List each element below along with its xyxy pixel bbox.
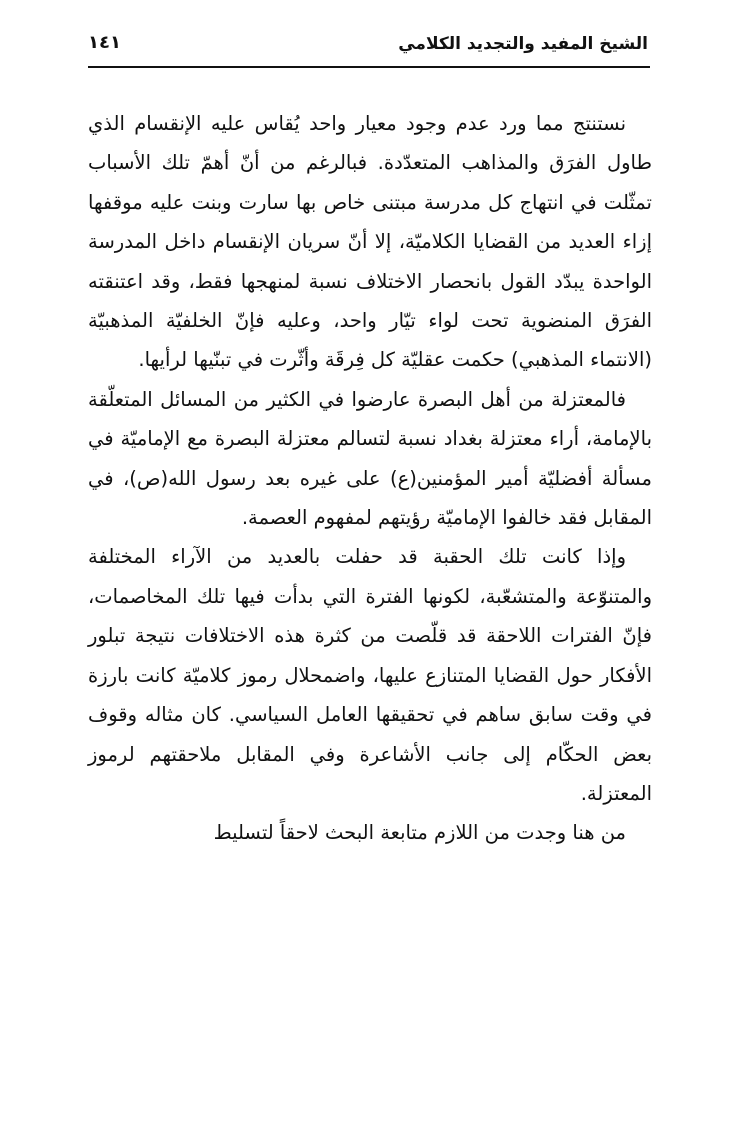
paragraph-2: فالمعتزلة من أهل البصرة عارضوا في الكثير من المسائل المتعلّقة بالإمامة، أراء معتزلة بغداد نسبة لتسالم معتزلة البصرة مع الإماميّة في مسألة أفضليّة أمير المؤمنين(ع) على غيره بعد رسول الله(ص)، في المقابل فقد خالفوا الإماميّة رؤيتهم لمفهوم العصمة. bbox=[88, 387, 652, 530]
body-text bbox=[88, 104, 652, 853]
page-number: ١٤١ bbox=[88, 32, 121, 53]
paragraph-3: وإذا كانت تلك الحقبة قد حفلت بالعديد من الآراء المختلفة والمتنوّعة والمتشعّبة، لكونها الفترة التي بدأت فيها تلك المخاصمات، فإنّ الفترات اللاحقة قد قلّصت من كثرة هذه الاختلافات نتيجة تبلور الأفكار حول القضايا المتنازع عليها، واضمحلال رموز كلاميّة كانت بارزة في وقت سابق ساهم في تحقيقها العامل السياسي. كان مثاله وقوف بعض الحكّام إلى جانب الأشاعرة وفي المقابل ملاحقتهم لرموز المعتزلة. bbox=[88, 545, 652, 805]
running-header bbox=[88, 30, 648, 66]
running-header-title: الشيخ المفيد والتجديد الكلامي bbox=[398, 34, 648, 54]
paragraph-1: نستنتج مما ورد عدم وجود معيار واحد يُقاس عليه الإنقسام الذي طاول الفرَق والمذاهب المتعدّدة. فبالرغم من أنّ أهمّ تلك الأسباب تمثّلت في انتهاج كل مدرسة مبتنى خاص بها سارت وبنت عليه موقفها إزاء العديد من القضايا الكلاميّة، إلا أنّ سريان الإنقسام داخل المدرسة الواحدة يبدّد القول بانحصار الاختلاف نسبة لمنهجها فقط، وقد اعتنقته الفرَق المنضوية تحت لواء تيّار واحد، وعليه فإنّ الخلفيّة المذهبيّة (الانتماء المذهبي) حكمت عقليّة كل فِرقَة وأثّرت في تبنّيها لرأيها. bbox=[88, 112, 652, 372]
paragraph-4: من هنا وجدت من اللازم متابعة البحث لاحقاً لتسليط bbox=[213, 821, 626, 845]
header-divider bbox=[88, 66, 650, 68]
